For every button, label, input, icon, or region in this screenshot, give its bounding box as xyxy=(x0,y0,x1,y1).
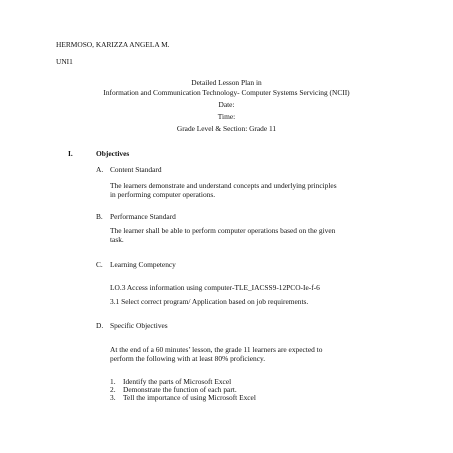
specific-objectives-text-line2: perform the following with at least 80% proficiency. xyxy=(110,354,266,363)
document-title: Detailed Lesson Plan in xyxy=(191,78,262,87)
specific-objectives-label: D. xyxy=(96,321,104,330)
performance-standard-text-line1: The learner shall be able to perform computer operations based on the given xyxy=(110,226,336,235)
objective-item: Tell the importance of using Microsoft Excel xyxy=(123,393,256,402)
learning-competency-subitem: 3.1 Select correct program/ Application based on job requirements. xyxy=(110,297,309,306)
objective-number: 1. xyxy=(110,377,116,386)
objective-number: 3. xyxy=(110,393,116,402)
learning-competency-label: C. xyxy=(96,260,103,269)
content-standard-text-line1: The learners demonstrate and understand concepts and underlying principles xyxy=(110,181,337,190)
performance-standard-title: Performance Standard xyxy=(110,212,176,221)
objective-item: Identify the parts of Microsoft Excel xyxy=(123,377,232,386)
learning-outcome: LO.3 Access information using computer-TLE_IACSS9-12PCO-Ie-f-6 xyxy=(110,283,320,292)
objective-number: 2. xyxy=(110,385,116,394)
objective-item: Demonstrate the function of each part. xyxy=(123,385,237,394)
section-heading: Objectives xyxy=(96,149,130,158)
content-standard-label: A. xyxy=(96,165,104,174)
author-name: HERMOSO, KARIZZA ANGELA M. xyxy=(56,40,170,49)
time-field: Time: xyxy=(217,112,236,121)
grade-section-field: Grade Level & Section: Grade 11 xyxy=(176,124,277,133)
performance-standard-text-line2: task. xyxy=(110,235,124,244)
content-standard-text-line2: in performing computer operations. xyxy=(110,190,216,199)
specific-objectives-text-line1: At the end of a 60 minutes’ lesson, the grade 11 learners are expected to xyxy=(110,345,323,354)
document-subject: Information and Communication Technology- Computer Systems Servicing (NCII) xyxy=(103,88,350,97)
learning-competency-title: Learning Competency xyxy=(110,260,176,269)
performance-standard-label: B. xyxy=(96,212,103,221)
section-number: I. xyxy=(68,149,73,158)
date-field: Date: xyxy=(218,100,235,109)
content-standard-title: Content Standard xyxy=(110,165,162,174)
specific-objectives-title: Specific Objectives xyxy=(110,321,168,330)
unit-label: UNI1 xyxy=(56,57,73,66)
